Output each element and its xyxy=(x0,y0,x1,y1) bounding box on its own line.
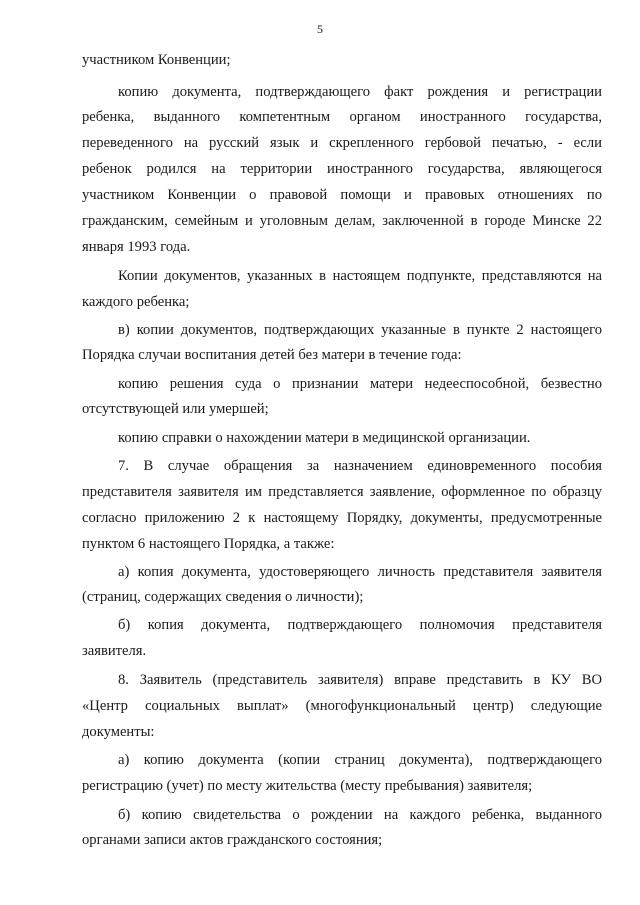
text-line: участником Конвенции о правовой помощи и правовых отношениях по xyxy=(82,187,602,203)
text-line: пунктом 6 настоящего Порядка, а также: xyxy=(82,536,335,552)
text-line: (страниц, содержащих сведения о личности); xyxy=(82,589,364,605)
page-number: 5 xyxy=(317,22,323,36)
text-line: копию справки о нахождении матери в медицинской организации. xyxy=(118,430,531,446)
text-line: января 1993 года. xyxy=(82,239,191,255)
text-line: а) копию документа (копии страниц документа), подтверждающего xyxy=(118,752,602,768)
text-line: переведенного на русский язык и скрепленного гербовой печатью, - если xyxy=(82,135,602,151)
text-line: 8. Заявитель (представитель заявителя) вправе представить в КУ ВО xyxy=(118,672,602,688)
text-line: органами записи актов гражданского состояния; xyxy=(82,832,383,848)
text-line: б) копию свидетельства о рождении на каждого ребенка, выданного xyxy=(118,807,602,823)
text-line: в) копии документов, подтверждающих указанные в пункте 2 настоящего xyxy=(118,322,602,338)
text-line: регистрацию (учет) по месту жительства (месту пребывания) заявителя; xyxy=(82,778,533,794)
text-line: участником Конвенции; xyxy=(82,52,231,68)
text-line: отсутствующей или умершей; xyxy=(82,401,269,417)
text-line: Порядка случаи воспитания детей без матери в течение года: xyxy=(82,347,462,363)
text-line: каждого ребенка; xyxy=(82,294,190,310)
text-line: копию решения суда о признании матери недееспособной, безвестно xyxy=(118,376,602,392)
text-line: согласно приложению 2 к настоящему Порядку, документы, предусмотренные xyxy=(82,510,602,526)
text-line: представителя заявителя им представляется заявление, оформленное по образцу xyxy=(82,484,602,500)
text-line: «Центр социальных выплат» (многофункциональный центр) следующие xyxy=(82,698,602,714)
text-line: гражданским, семейным и уголовным делам, заключенной в городе Минске 22 xyxy=(82,213,602,229)
text-line: Копии документов, указанных в настоящем подпункте, представляются на xyxy=(118,268,602,284)
text-line: заявителя. xyxy=(82,643,147,659)
text-line: документы: xyxy=(82,724,155,740)
text-line: а) копия документа, удостоверяющего личность представителя заявителя xyxy=(118,564,602,580)
text-line: 7. В случае обращения за назначением единовременного пособия xyxy=(118,458,602,474)
text-line: б) копия документа, подтверждающего полномочия представителя xyxy=(118,617,602,633)
text-line: копию документа, подтверждающего факт рождения и регистрации xyxy=(118,84,602,100)
text-line: ребенок родился на территории иностранного государства, являющегося xyxy=(82,161,602,177)
text-line: ребенка, выданного компетентным органом иностранного государства, xyxy=(82,109,602,125)
